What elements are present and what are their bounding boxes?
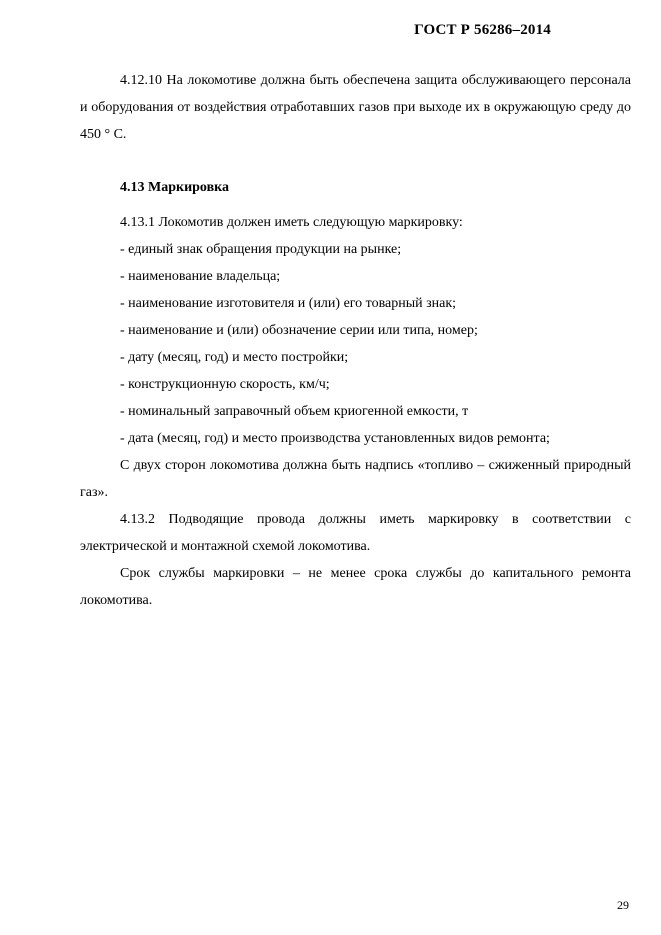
fuel-inscription-paragraph: С двух сторон локомотива должна быть надпись «топливо – сжиженный природный газ». (80, 458, 631, 500)
marking-list-item: - наименование владельца; (120, 269, 281, 284)
service-life-paragraph: Срок службы маркировки – не менее срока службы до капитального ремонта локомотива. (80, 566, 631, 608)
page-number: 29 (617, 898, 629, 912)
clause-4-13-block (80, 209, 631, 614)
clause-4-12-10-block (80, 67, 631, 148)
document-code-header: ГОСТ Р 56286–2014 (414, 22, 551, 38)
section-4-13-heading-block (80, 174, 631, 201)
marking-list-item: - номинальный заправочный объем криогенной емкости, т (120, 404, 469, 419)
marking-list-item: - наименование изготовителя и (или) его товарный знак; (120, 296, 457, 311)
clause-4-13-2: 4.13.2 Подводящие провода должны иметь маркировку в соответствии с электрической и монтажной схемой локомотива. (80, 512, 631, 554)
section-heading-marking: 4.13 Маркировка (120, 180, 229, 195)
marking-list-item: - дата (месяц, год) и место производства установленных видов ремонта; (120, 431, 550, 446)
clause-4-12-10: 4.12.10 На локомотиве должна быть обеспечена защита обслуживающего персонала и оборудования от воздействия отработавших газов при выходе их в окружающую среду до 450 ° С. (80, 73, 631, 142)
marking-list-item: - конструкционную скорость, км/ч; (120, 377, 330, 392)
marking-list-item: - дату (месяц, год) и место постройки; (120, 350, 349, 365)
marking-list-item: - наименование и (или) обозначение серии или типа, номер; (120, 323, 478, 338)
clause-4-13-1-intro: 4.13.1 Локомотив должен иметь следующую маркировку: (120, 215, 463, 230)
marking-list-item: - единый знак обращения продукции на рынке; (120, 242, 402, 257)
